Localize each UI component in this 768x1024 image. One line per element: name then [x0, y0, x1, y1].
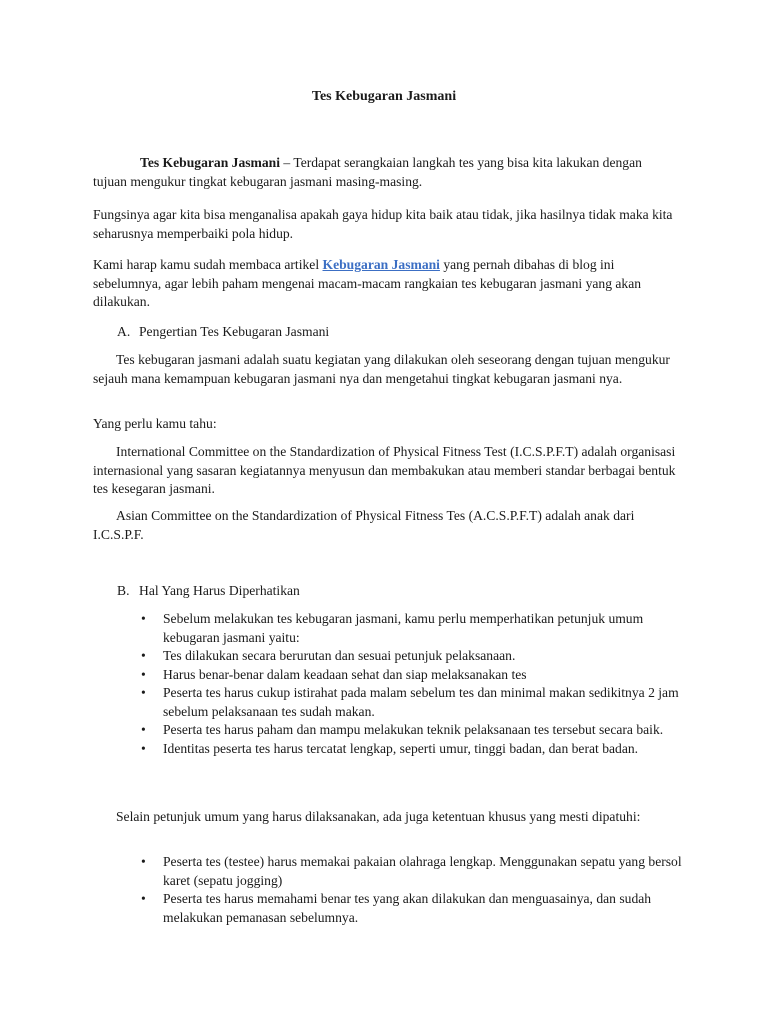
kebugaran-jasmani-link[interactable]: Kebugaran Jasmani [322, 257, 440, 272]
artikel-paragraph [93, 256, 679, 312]
pengertian-paragraph: Tes kebugaran jasmani adalah suatu kegiatan yang dilakukan oleh seseorang dengan tujuan mengukur sejauh mana kemampuan kebugaran jasmani nya dan mengetahui tingkat kebugaran jasmani nya. [93, 352, 670, 386]
icspft-paragraph: International Committee on the Standardization of Physical Fitness Test (I.C.S.P.F.T) adalah organisasi internasional yang sasaran kegiatannya menyusun dan membakukan atau memberi standar berbagai bentuk tes kesegaran jasmani. [93, 444, 676, 496]
section-b-marker: B. [117, 583, 130, 598]
list-item-text: Sebelum melakukan tes kebugaran jasmani, kamu perlu memperhatikan petunjuk umum kebugaran jasmani yaitu: [163, 611, 644, 645]
list-item [93, 721, 683, 740]
bullet-icon: • [141, 891, 146, 906]
list-item-text: Identitas peserta tes harus tercatat lengkap, seperti umur, tinggi badan, dan berat badan. [163, 740, 639, 756]
list-item [93, 684, 683, 721]
section-b-title: Hal Yang Harus Diperhatikan [139, 583, 300, 598]
bullet-icon: • [141, 611, 146, 626]
bullet-icon: • [141, 854, 146, 869]
section-a-heading [117, 323, 329, 342]
note-label: Yang perlu kamu tahu: [93, 416, 217, 431]
bullet-icon: • [141, 666, 146, 682]
petunjuk-umum-list [93, 610, 683, 758]
list-item-text: Peserta tes harus cukup istirahat pada malam sebelum tes dan minimal makan sedikitnya 2 jam sebelum pelaksanaan tes sudah makan. [163, 685, 679, 719]
khusus-paragraph: Selain petunjuk umum yang harus dilaksanakan, ada juga ketentuan khusus yang mesti dipatuhi: [116, 809, 641, 824]
ketentuan-khusus-list [93, 853, 683, 927]
list-item [93, 890, 683, 927]
bullet-icon: • [141, 722, 146, 737]
section-b-heading [117, 582, 300, 601]
list-item-text: Peserta tes harus memahami benar tes yang akan dilakukan dan menguasainya, dan sudah melakukan pemanasan sebelumnya. [163, 891, 652, 925]
artikel-text-before: Kami harap kamu sudah membaca artikel [93, 257, 323, 272]
list-item [93, 610, 683, 647]
list-item [93, 647, 683, 666]
intro-paragraph [93, 154, 679, 191]
section-a-marker: A. [117, 324, 131, 339]
artikel-text-after: yang pernah dibahas di blog ini sebelumnya, agar lebih paham mengenai macam-macam rangkaian tes kebugaran jasmani yang akan dilakukan. [93, 257, 642, 309]
list-item [93, 740, 683, 759]
bullet-icon: • [141, 740, 146, 756]
list-item-text: Peserta tes (testee) harus memakai pakaian olahraga lengkap. Menggunakan sepatu yang bersol karet (sepatu jogging) [163, 854, 682, 888]
acspft-paragraph: Asian Committee on the Standardization of Physical Fitness Tes (A.C.S.P.F.T) adalah anak dari I.C.S.P.F. [93, 508, 635, 542]
list-item [93, 853, 683, 890]
bullet-icon: • [141, 648, 146, 663]
bullet-icon: • [141, 685, 146, 700]
intro-term: Tes Kebugaran Jasmani [140, 155, 280, 170]
list-item [93, 666, 683, 685]
list-item-text: Tes dilakukan secara berurutan dan sesuai petunjuk pelaksanaan. [163, 648, 516, 663]
fungsi-paragraph: Fungsinya agar kita bisa menganalisa apakah gaya hidup kita baik atau tidak, jika hasilnya tidak maka kita seharusnya memperbaiki pola hidup. [93, 207, 673, 241]
intro-text: – Terdapat serangkaian langkah tes yang bisa kita lakukan dengan tujuan mengukur tingkat kebugaran jasmani masing-masing. [93, 155, 642, 189]
document-title: Tes Kebugaran Jasmani [311, 89, 457, 104]
list-item-text: Harus benar-benar dalam keadaan sehat dan siap melaksanakan tes [163, 666, 527, 682]
list-item-text: Peserta tes harus paham dan mampu melakukan teknik pelaksanaan tes tersebut secara baik. [163, 722, 664, 737]
section-a-title: Pengertian Tes Kebugaran Jasmani [139, 324, 330, 339]
